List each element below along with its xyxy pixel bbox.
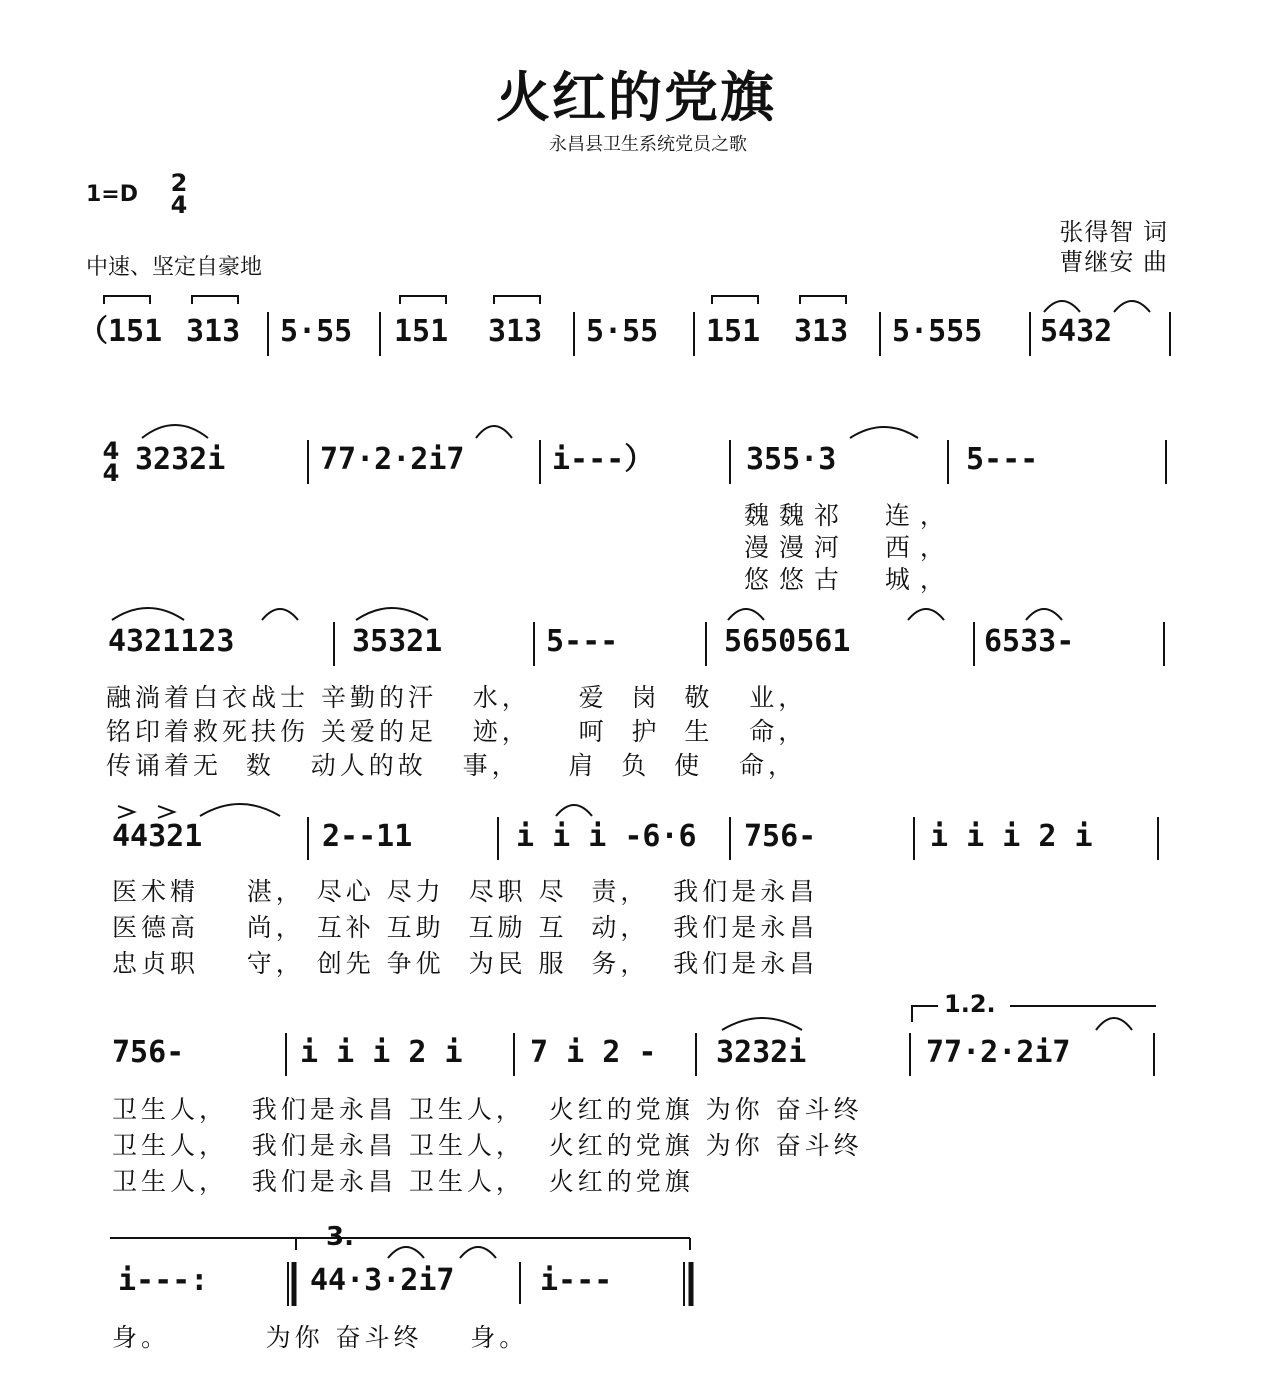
measure-note: 6533- (984, 624, 1075, 659)
measure-note: 2--11 (322, 819, 413, 854)
measure-note: 77·2·2i7 (320, 442, 465, 477)
time-signature-bottom: 4 (102, 459, 120, 487)
measure-note: 355·3 (746, 442, 837, 477)
measure-note: 313 (488, 314, 543, 349)
lyricist-credit: 张得智 词 (1059, 218, 1168, 246)
volta-bracket-label: 1.2. (944, 990, 996, 1018)
measure-note: 313 (186, 314, 241, 349)
measure-note: i i i -6·6 (516, 819, 697, 854)
time-signature-bottom: 4 (170, 191, 188, 219)
volta-bracket-label: 3. (326, 1222, 354, 1252)
measure-note: 5·55 (280, 314, 353, 349)
measure-note: 5--- (966, 442, 1039, 477)
lyric-line: 融淌着白衣战士 辛勤的汗 水， 爱 岗 敬 业， (106, 683, 808, 712)
lyric-line: 漫漫河 西， (744, 533, 955, 562)
lyric-line: 医术精 湛， 尽心 尽力 尽职 尽 责， 我们是永昌 (112, 877, 819, 906)
measure-note: 44·3·2i7 (310, 1263, 455, 1298)
lyric-line: 卫生人， 我们是永昌 卫生人， 火红的党旗 为你 奋斗终 (112, 1131, 863, 1160)
measure-note: 5·555 (892, 314, 983, 349)
measure-note: 151 (706, 314, 761, 349)
measure-note: 77·2·2i7 (926, 1035, 1071, 1070)
measure-note: 5--- (546, 624, 619, 659)
lyric-line: 卫生人， 我们是永昌 卫生人， 火红的党旗 为你 奋斗终 (112, 1095, 863, 1124)
lyric-line: 传诵着无 数 动人的故 事， 肩 负 使 命， (106, 751, 797, 780)
lyric-line: 卫生人， 我们是永昌 卫生人， 火红的党旗 (112, 1167, 694, 1196)
measure-note: 5·55 (586, 314, 659, 349)
measure-note: 35321 (352, 624, 443, 659)
lyric-line: 魏魏祁 连， (744, 501, 955, 530)
measure-note: 4321123 (108, 624, 235, 659)
song-subtitle: 永昌县卫生系统党员之歌 (549, 134, 747, 155)
lyric-line: 身。 为你 奋斗终 身。 (112, 1323, 529, 1352)
measure-note: 5432 (1040, 314, 1113, 349)
measure-note: （151 (78, 314, 163, 349)
lyric-line: 悠悠古 城， (744, 565, 955, 594)
measure-note: 756- (744, 819, 817, 854)
time-signature-top: 2 (170, 169, 188, 197)
tempo-marking: 中速、坚定自豪地 (86, 255, 263, 280)
measure-note: 5650561 (724, 624, 851, 659)
measure-note: 313 (794, 314, 849, 349)
measure-note: 44321 (112, 819, 203, 854)
lyric-line: 铭印着救死扶伤 关爱的足 迹， 呵 护 生 命， (106, 717, 808, 746)
measure-note: i---: (118, 1263, 209, 1298)
lyric-line: 忠贞职 守， 创先 争优 为民 服 务， 我们是永昌 (112, 949, 819, 978)
measure-note: 7 i 2 - (530, 1035, 657, 1070)
measure-note: 151 (394, 314, 449, 349)
song-title: 火红的党旗 (496, 65, 776, 129)
measure-note: i i i 2 i (930, 819, 1093, 854)
measure-note: i i i 2 i (300, 1035, 463, 1070)
measure-note: 3232i (716, 1035, 807, 1070)
measure-note: 756- (112, 1035, 185, 1070)
measure-note: 3232i (135, 442, 226, 477)
time-signature-top: 4 (102, 437, 120, 465)
measure-note: i---） (552, 442, 655, 477)
lyric-line: 医德高 尚， 互补 互助 互励 互 动， 我们是永昌 (112, 913, 819, 942)
composer-credit: 曹继安 曲 (1059, 248, 1168, 276)
measure-note: i--- (540, 1263, 613, 1298)
key-signature: 1=D (86, 182, 139, 207)
